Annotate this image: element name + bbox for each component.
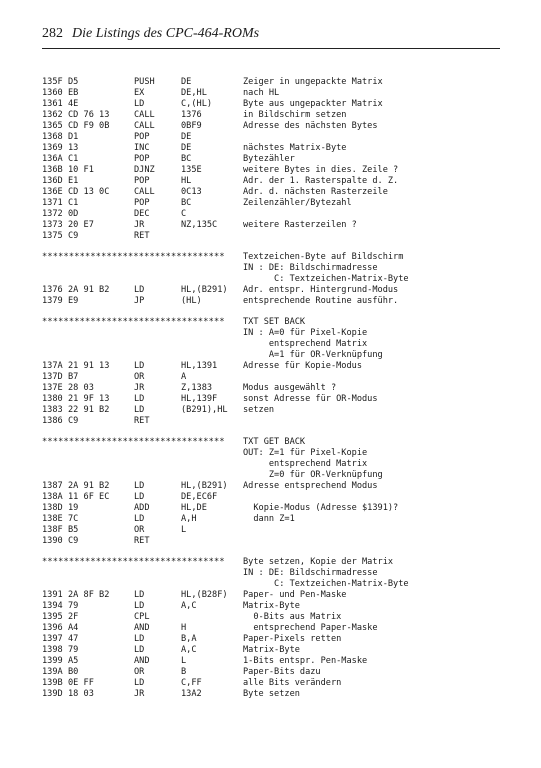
- comment: Adresse für Kopie-Modus: [243, 361, 362, 371]
- opcode-bytes: 28 03: [68, 383, 94, 393]
- comment: Byte aus ungepackter Matrix: [243, 99, 383, 109]
- mnemonic: JR: [134, 383, 145, 393]
- opcode-bytes: EB: [68, 88, 79, 98]
- mnemonic: CALL: [134, 187, 155, 197]
- code-line: [42, 678, 512, 689]
- comment: Paper-Pixels retten: [243, 634, 342, 644]
- comment: Byte setzen: [243, 689, 300, 699]
- mnemonic: RET: [134, 231, 150, 241]
- opcode-bytes: 20 E7: [68, 220, 94, 230]
- mnemonic: CALL: [134, 110, 155, 120]
- opcode-bytes: D5: [68, 77, 79, 87]
- mnemonic: ADD: [134, 503, 150, 513]
- code-line: [42, 514, 512, 525]
- note-text: Z=0 für OR-Verknüpfung: [243, 470, 383, 480]
- opcode-bytes: 47: [68, 634, 79, 644]
- mnemonic: LD: [134, 590, 145, 600]
- address: 1365: [42, 121, 63, 131]
- separator-line: [42, 437, 512, 448]
- opcode-bytes: 79: [68, 645, 79, 655]
- note-line: [42, 448, 512, 459]
- blank-line: [42, 307, 512, 317]
- address: 139A: [42, 667, 63, 677]
- code-line: [42, 394, 512, 405]
- mnemonic: OR: [134, 525, 145, 535]
- code-line: [42, 623, 512, 634]
- operand: C,(HL): [181, 99, 213, 109]
- opcode-bytes: 7C: [68, 514, 79, 524]
- mnemonic: EX: [134, 88, 145, 98]
- mnemonic: AND: [134, 656, 150, 666]
- page-header: [42, 22, 500, 49]
- code-line: [42, 132, 512, 143]
- routine-title: TXT GET BACK: [243, 437, 306, 447]
- address: 139D: [42, 689, 63, 699]
- code-line: [42, 165, 512, 176]
- mnemonic: POP: [134, 132, 150, 142]
- code-line: [42, 383, 512, 394]
- comment: Adr. entspr. Hintergrund-Modus: [243, 285, 399, 295]
- operand: HL,(B28F): [181, 590, 228, 600]
- comment: dann Z=1: [243, 514, 295, 524]
- code-line: [42, 689, 512, 700]
- mnemonic: LD: [134, 481, 145, 491]
- comment: 1-Bits entspr. Pen-Maske: [243, 656, 368, 666]
- code-line: [42, 77, 512, 88]
- mnemonic: JR: [134, 689, 145, 699]
- address: 1361: [42, 99, 63, 109]
- comment: setzen: [243, 405, 275, 415]
- code-line: [42, 601, 512, 612]
- note-text: IN : A=0 für Pixel-Kopie: [243, 328, 368, 338]
- note-line: [42, 459, 512, 470]
- mnemonic: LD: [134, 678, 145, 688]
- note-text: OUT: Z=1 für Pixel-Kopie: [243, 448, 368, 458]
- opcode-bytes: 2F: [68, 612, 79, 622]
- address: 1387: [42, 481, 63, 491]
- code-line: [42, 634, 512, 645]
- opcode-bytes: B7: [68, 372, 79, 382]
- operand: DE: [181, 132, 192, 142]
- comment: Modus ausgewählt ?: [243, 383, 337, 393]
- address: 1399: [42, 656, 63, 666]
- comment: Paper- und Pen-Maske: [243, 590, 347, 600]
- opcode-bytes: 21 91 13: [68, 361, 110, 371]
- note-line: [42, 328, 512, 339]
- mnemonic: DJNZ: [134, 165, 155, 175]
- opcode-bytes: 2A 91 B2: [68, 285, 110, 295]
- comment: Matrix-Byte: [243, 601, 300, 611]
- comment: nach HL: [243, 88, 280, 98]
- code-line: [42, 187, 512, 198]
- code-line: [42, 667, 512, 678]
- mnemonic: POP: [134, 176, 150, 186]
- opcode-bytes: B0: [68, 667, 79, 677]
- opcode-bytes: A4: [68, 623, 79, 633]
- note-line: [42, 350, 512, 361]
- opcode-bytes: 18 03: [68, 689, 94, 699]
- page-title: Die Listings des CPC-464-ROMs: [72, 26, 260, 41]
- mnemonic: OR: [134, 372, 145, 382]
- opcode-bytes: 13: [68, 143, 79, 153]
- note-line: [42, 470, 512, 481]
- address: 1371: [42, 198, 63, 208]
- mnemonic: AND: [134, 623, 150, 633]
- address: 1375: [42, 231, 63, 241]
- address: 1397: [42, 634, 63, 644]
- operand: 0C13: [181, 187, 202, 197]
- note-line: [42, 263, 512, 274]
- code-line: [42, 176, 512, 187]
- operand: B: [181, 667, 187, 677]
- comment: sonst Adresse für OR-Modus: [243, 394, 378, 404]
- code-line: [42, 121, 512, 132]
- mnemonic: LD: [134, 601, 145, 611]
- code-line: [42, 656, 512, 667]
- opcode-bytes: 79: [68, 601, 79, 611]
- note-text: IN : DE: Bildschirmadresse: [243, 263, 378, 273]
- comment: entsprechende Routine ausführ.: [243, 296, 399, 306]
- code-line: [42, 645, 512, 656]
- address: 1395: [42, 612, 63, 622]
- routine-title: Textzeichen-Byte auf Bildschirm: [243, 252, 404, 262]
- code-line: [42, 405, 512, 416]
- code-line: [42, 88, 512, 99]
- code-line: [42, 220, 512, 231]
- mnemonic: DEC: [134, 209, 150, 219]
- mnemonic: CALL: [134, 121, 155, 131]
- operand: A,C: [181, 601, 197, 611]
- separator-line: [42, 557, 512, 568]
- address: 138F: [42, 525, 63, 535]
- code-line: [42, 372, 512, 383]
- address: 135F: [42, 77, 63, 87]
- blank-line: [42, 547, 512, 557]
- mnemonic: RET: [134, 416, 150, 426]
- comment: Adr. d. nächsten Rasterzeile: [243, 187, 388, 197]
- assembly-listing: [42, 77, 512, 700]
- address: 1372: [42, 209, 63, 219]
- blank-line: [42, 427, 512, 437]
- operand: DE,EC6F: [181, 492, 218, 502]
- separator-stars: **********************************: [42, 437, 225, 447]
- opcode-bytes: 2A 8F B2: [68, 590, 110, 600]
- opcode-bytes: C1: [68, 198, 79, 208]
- note-text: C: Textzeichen-Matrix-Byte: [243, 579, 409, 589]
- opcode-bytes: CD 13 0C: [68, 187, 110, 197]
- note-text: C: Textzeichen-Matrix-Byte: [243, 274, 409, 284]
- mnemonic: RET: [134, 536, 150, 546]
- mnemonic: INC: [134, 143, 150, 153]
- opcode-bytes: 22 91 B2: [68, 405, 110, 415]
- operand: BC: [181, 198, 192, 208]
- code-line: [42, 296, 512, 307]
- opcode-bytes: 21 9F 13: [68, 394, 110, 404]
- address: 136D: [42, 176, 63, 186]
- comment: Adresse entsprechend Modus: [243, 481, 378, 491]
- mnemonic: PUSH: [134, 77, 155, 87]
- address: 1379: [42, 296, 63, 306]
- operand: 1376: [181, 110, 202, 120]
- opcode-bytes: CD 76 13: [68, 110, 110, 120]
- code-line: [42, 110, 512, 121]
- opcode-bytes: D1: [68, 132, 79, 142]
- code-line: [42, 99, 512, 110]
- comment: Adr. der 1. Rasterspalte d. Z.: [243, 176, 399, 186]
- code-line: [42, 536, 512, 547]
- operand: HL,(B291): [181, 481, 228, 491]
- mnemonic: LD: [134, 394, 145, 404]
- code-line: [42, 612, 512, 623]
- operand: HL,(B291): [181, 285, 228, 295]
- address: 136E: [42, 187, 63, 197]
- comment: Matrix-Byte: [243, 645, 300, 655]
- address: 1376: [42, 285, 63, 295]
- code-line: [42, 154, 512, 165]
- operand: A: [181, 372, 187, 382]
- page-number: 282: [42, 26, 63, 41]
- address: 1390: [42, 536, 63, 546]
- comment: Bytezähler: [243, 154, 295, 164]
- address: 136B: [42, 165, 63, 175]
- address: 139B: [42, 678, 63, 688]
- note-text: A=1 für OR-Verknüpfung: [243, 350, 383, 360]
- address: 137D: [42, 372, 63, 382]
- operand: DE: [181, 77, 192, 87]
- address: 1360: [42, 88, 63, 98]
- opcode-bytes: 4E: [68, 99, 79, 109]
- address: 1383: [42, 405, 63, 415]
- mnemonic: POP: [134, 154, 150, 164]
- mnemonic: POP: [134, 198, 150, 208]
- routine-title: Byte setzen, Kopie der Matrix: [243, 557, 394, 567]
- mnemonic: LD: [134, 361, 145, 371]
- opcode-bytes: 10 F1: [68, 165, 94, 175]
- address: 1394: [42, 601, 63, 611]
- note-line: [42, 568, 512, 579]
- note-line: [42, 274, 512, 285]
- address: 138A: [42, 492, 63, 502]
- opcode-bytes: CD F9 0B: [68, 121, 110, 131]
- code-line: [42, 231, 512, 242]
- code-line: [42, 503, 512, 514]
- operand: HL,1391: [181, 361, 218, 371]
- separator-stars: **********************************: [42, 252, 225, 262]
- code-line: [42, 361, 512, 372]
- address: 1391: [42, 590, 63, 600]
- opcode-bytes: C9: [68, 416, 79, 426]
- code-line: [42, 481, 512, 492]
- address: 1396: [42, 623, 63, 633]
- note-line: [42, 579, 512, 590]
- comment: 0-Bits aus Matrix: [243, 612, 342, 622]
- operand: HL,DE: [181, 503, 207, 513]
- operand: (B291),HL: [181, 405, 228, 415]
- address: 137E: [42, 383, 63, 393]
- note-text: IN : DE: Bildschirmadresse: [243, 568, 378, 578]
- code-line: [42, 525, 512, 536]
- opcode-bytes: 2A 91 B2: [68, 481, 110, 491]
- opcode-bytes: 11 6F EC: [68, 492, 110, 502]
- comment: Paper-Bits dazu: [243, 667, 321, 677]
- comment: Zeilenzähler/Bytezahl: [243, 198, 352, 208]
- operand: DE,HL: [181, 88, 207, 98]
- mnemonic: LD: [134, 645, 145, 655]
- mnemonic: JR: [134, 220, 145, 230]
- opcode-bytes: 19: [68, 503, 79, 513]
- note-text: entsprechend Matrix: [243, 339, 368, 349]
- comment: weitere Rasterzeilen ?: [243, 220, 357, 230]
- address: 137A: [42, 361, 63, 371]
- address: 138D: [42, 503, 63, 513]
- operand: Z,1383: [181, 383, 213, 393]
- operand: (HL): [181, 296, 202, 306]
- operand: 135E: [181, 165, 202, 175]
- address: 1380: [42, 394, 63, 404]
- comment: Adresse des nächsten Bytes: [243, 121, 378, 131]
- operand: 0BF9: [181, 121, 202, 131]
- mnemonic: JP: [134, 296, 145, 306]
- opcode-bytes: E1: [68, 176, 79, 186]
- operand: 13A2: [181, 689, 202, 699]
- operand: HL,139F: [181, 394, 218, 404]
- code-line: [42, 492, 512, 503]
- separator-line: [42, 317, 512, 328]
- address: 1362: [42, 110, 63, 120]
- code-line: [42, 198, 512, 209]
- address: 1386: [42, 416, 63, 426]
- operand: L: [181, 656, 187, 666]
- mnemonic: LD: [134, 514, 145, 524]
- opcode-bytes: C9: [68, 231, 79, 241]
- comment: entsprechend Paper-Maske: [243, 623, 378, 633]
- mnemonic: LD: [134, 99, 145, 109]
- routine-title: TXT SET BACK: [243, 317, 306, 327]
- address: 138E: [42, 514, 63, 524]
- comment: Kopie-Modus (Adresse $1391)?: [243, 503, 399, 513]
- note-line: [42, 339, 512, 350]
- mnemonic: LD: [134, 492, 145, 502]
- address: 1398: [42, 645, 63, 655]
- operand: C: [181, 209, 187, 219]
- mnemonic: LD: [134, 285, 145, 295]
- code-line: [42, 590, 512, 601]
- code-line: [42, 209, 512, 220]
- comment: in Bildschirm setzen: [243, 110, 347, 120]
- opcode-bytes: E9: [68, 296, 79, 306]
- operand: H: [181, 623, 187, 633]
- code-line: [42, 285, 512, 296]
- address: 1373: [42, 220, 63, 230]
- blank-line: [42, 242, 512, 252]
- comment: weitere Bytes in dies. Zeile ?: [243, 165, 399, 175]
- address: 1368: [42, 132, 63, 142]
- opcode-bytes: A5: [68, 656, 79, 666]
- separator-stars: **********************************: [42, 317, 225, 327]
- separator-stars: **********************************: [42, 557, 225, 567]
- operand: HL: [181, 176, 192, 186]
- operand: B,A: [181, 634, 197, 644]
- operand: A,C: [181, 645, 197, 655]
- address: 1369: [42, 143, 63, 153]
- operand: C,FF: [181, 678, 202, 688]
- opcode-bytes: C9: [68, 536, 79, 546]
- mnemonic: LD: [134, 405, 145, 415]
- address: 136A: [42, 154, 63, 164]
- comment: alle Bits verändern: [243, 678, 342, 688]
- operand: NZ,135C: [181, 220, 218, 230]
- mnemonic: OR: [134, 667, 145, 677]
- mnemonic: CPL: [134, 612, 150, 622]
- note-text: entsprechend Matrix: [243, 459, 368, 469]
- separator-line: [42, 252, 512, 263]
- operand: L: [181, 525, 187, 535]
- opcode-bytes: B5: [68, 525, 79, 535]
- opcode-bytes: 0E FF: [68, 678, 94, 688]
- opcode-bytes: 0D: [68, 209, 79, 219]
- operand: A,H: [181, 514, 197, 524]
- comment: Zeiger in ungepackte Matrix: [243, 77, 383, 87]
- operand: DE: [181, 143, 192, 153]
- operand: BC: [181, 154, 192, 164]
- mnemonic: LD: [134, 634, 145, 644]
- code-line: [42, 143, 512, 154]
- opcode-bytes: C1: [68, 154, 79, 164]
- comment: nächstes Matrix-Byte: [243, 143, 347, 153]
- code-line: [42, 416, 512, 427]
